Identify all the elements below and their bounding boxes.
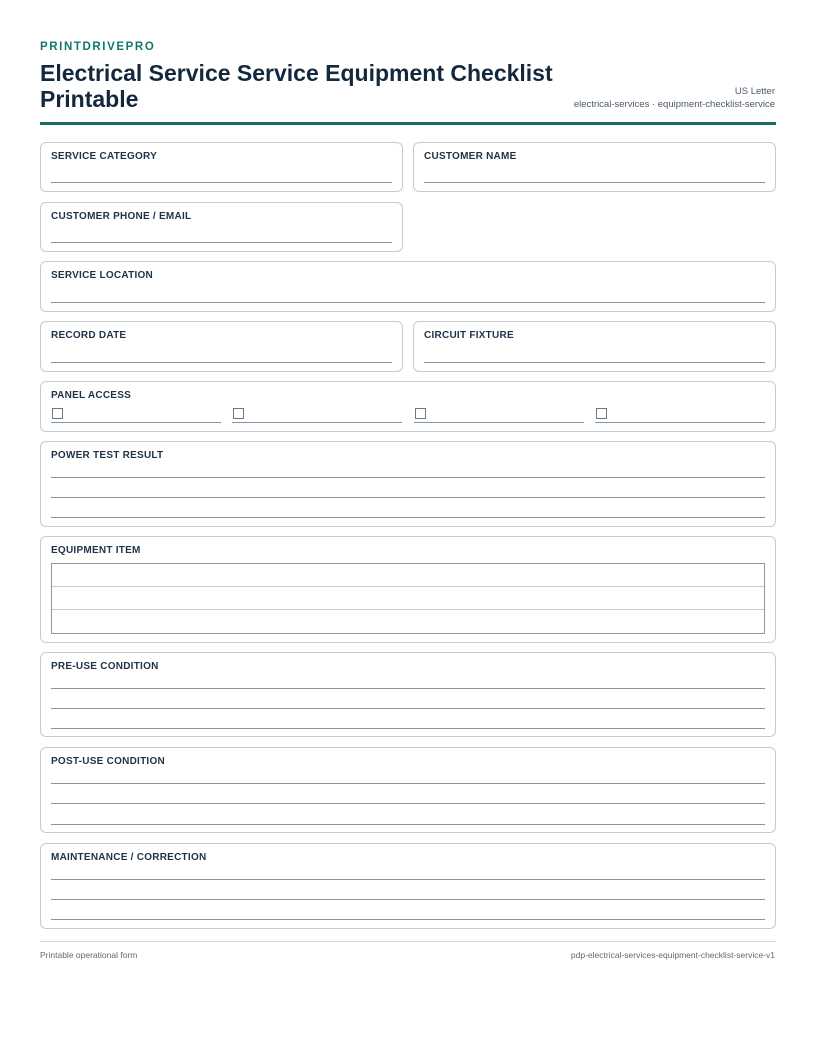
document-meta [574, 85, 775, 111]
post-use-condition-line-2[interactable] [51, 803, 765, 804]
page-title: Electrical Service Service Equipment Checklist Printable [40, 60, 553, 112]
pre-use-condition-line-3[interactable] [51, 728, 765, 729]
equipment-item-table [51, 563, 765, 634]
panel-access-option-line-1[interactable] [51, 422, 221, 423]
maintenance-correction-field [40, 843, 776, 929]
panel-access-option-line-4[interactable] [595, 422, 765, 423]
panel-access-field [40, 381, 776, 432]
record-date-label: RECORD DATE [51, 330, 127, 341]
service-location-label: SERVICE LOCATION [51, 270, 153, 281]
panel-access-checkbox-1[interactable] [52, 408, 63, 419]
power-test-result-field [40, 441, 776, 527]
panel-access-checkbox-4[interactable] [596, 408, 607, 419]
paper-size: US Letter [734, 86, 775, 97]
post-use-condition-line-3[interactable] [51, 824, 765, 825]
power-test-result-line-2[interactable] [51, 497, 765, 498]
service-location-input-line[interactable] [51, 302, 765, 303]
power-test-result-line-1[interactable] [51, 477, 765, 478]
pre-use-condition-label: PRE-USE CONDITION [51, 661, 159, 672]
pre-use-condition-line-1[interactable] [51, 688, 765, 689]
power-test-result-line-3[interactable] [51, 517, 765, 518]
maintenance-correction-line-1[interactable] [51, 879, 765, 880]
equipment-item-field [40, 536, 776, 643]
customer-name-label: CUSTOMER NAME [424, 151, 517, 162]
header-rule [40, 122, 776, 125]
maintenance-correction-line-3[interactable] [51, 919, 765, 920]
table-row[interactable] [52, 610, 764, 633]
circuit-fixture-label: CIRCUIT FIXTURE [424, 330, 514, 341]
document-slug: electrical-services · equipment-checklist-service [573, 99, 775, 110]
pre-use-condition-field [40, 652, 776, 737]
maintenance-correction-label: MAINTENANCE / CORRECTION [51, 852, 207, 863]
customer-name-input-line[interactable] [424, 182, 765, 183]
panel-access-checkbox-3[interactable] [415, 408, 426, 419]
pre-use-condition-line-2[interactable] [51, 708, 765, 709]
record-date-field [40, 321, 403, 372]
panel-access-option-line-3[interactable] [414, 422, 584, 423]
panel-access-option-line-2[interactable] [232, 422, 402, 423]
footer-note: Printable operational form [40, 950, 138, 960]
table-row[interactable] [52, 564, 764, 587]
post-use-condition-label: POST-USE CONDITION [51, 756, 165, 767]
brand-name: PRINTDRIVEPRO [40, 41, 156, 53]
service-category-input-line[interactable] [51, 182, 392, 183]
post-use-condition-line-1[interactable] [51, 783, 765, 784]
customer-contact-field [40, 202, 403, 252]
form-id: pdp-electrical-services-equipment-checklist-service-v1 [570, 950, 775, 960]
circuit-fixture-field [413, 321, 776, 372]
table-row[interactable] [52, 587, 764, 610]
footer-rule [40, 941, 776, 942]
service-category-label: SERVICE CATEGORY [51, 151, 158, 162]
maintenance-correction-line-2[interactable] [51, 899, 765, 900]
customer-contact-input-line[interactable] [51, 242, 392, 243]
record-date-input-line[interactable] [51, 362, 392, 363]
power-test-result-label: POWER TEST RESULT [51, 450, 164, 461]
service-location-field [40, 261, 776, 312]
panel-access-label: PANEL ACCESS [51, 390, 132, 401]
service-category-field [40, 142, 403, 192]
post-use-condition-field [40, 747, 776, 833]
panel-access-checkbox-2[interactable] [233, 408, 244, 419]
equipment-item-label: EQUIPMENT ITEM [51, 545, 141, 556]
customer-name-field [413, 142, 776, 192]
customer-contact-label: CUSTOMER PHONE / EMAIL [51, 211, 192, 222]
circuit-fixture-input-line[interactable] [424, 362, 765, 363]
